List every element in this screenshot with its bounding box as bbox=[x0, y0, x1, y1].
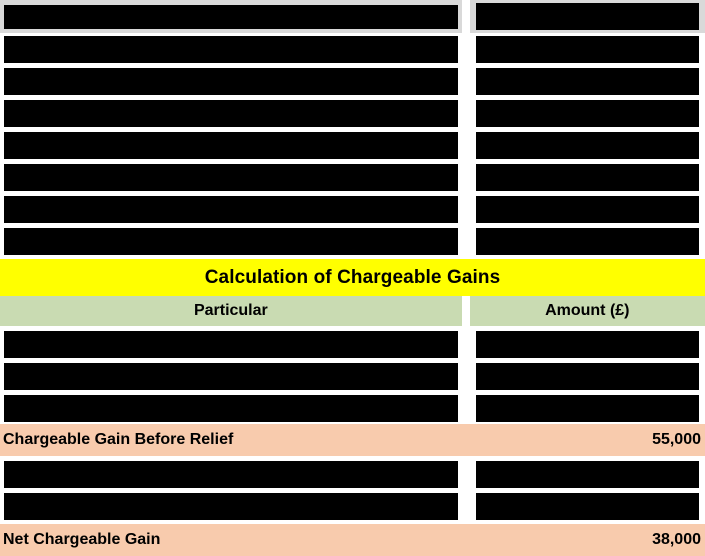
cell-label bbox=[0, 97, 462, 129]
cell-amount: 38,000 bbox=[652, 531, 701, 548]
redaction-bar bbox=[4, 228, 458, 255]
cell-amount bbox=[470, 458, 705, 490]
column-gap bbox=[462, 328, 470, 360]
table-row bbox=[0, 193, 705, 225]
redaction-bar bbox=[4, 493, 458, 520]
redaction-bar bbox=[476, 3, 699, 30]
redaction-bar bbox=[4, 395, 458, 422]
redaction-bar bbox=[4, 68, 458, 95]
cell-amount: 55,000 bbox=[652, 431, 701, 448]
cell-label bbox=[0, 161, 462, 193]
column-gap bbox=[462, 360, 470, 392]
table-row bbox=[0, 360, 705, 392]
column-gap bbox=[462, 129, 470, 161]
redaction-bar bbox=[476, 132, 699, 159]
cell-amount bbox=[470, 328, 705, 360]
table-row bbox=[0, 328, 705, 360]
column-gap bbox=[462, 65, 470, 97]
table-row bbox=[0, 392, 705, 424]
redaction-bar bbox=[4, 461, 458, 488]
table-row bbox=[0, 458, 705, 490]
cell-label bbox=[0, 193, 462, 225]
cell-amount bbox=[470, 33, 705, 65]
column-gap bbox=[462, 161, 470, 193]
cell-label bbox=[0, 33, 462, 65]
redaction-bar bbox=[476, 100, 699, 127]
cell-amount bbox=[470, 225, 705, 257]
table-row bbox=[0, 129, 705, 161]
redaction-bar bbox=[476, 228, 699, 255]
cell-label bbox=[0, 328, 462, 360]
redaction-bar bbox=[4, 164, 458, 191]
cell-label bbox=[0, 225, 462, 257]
redaction-bar bbox=[4, 100, 458, 127]
redaction-bar bbox=[476, 395, 699, 422]
table-row bbox=[0, 161, 705, 193]
subtotal-row-chargeable-gain-before-relief bbox=[0, 424, 705, 456]
total-row-net-chargeable-gain bbox=[0, 524, 705, 556]
column-gap bbox=[462, 392, 470, 424]
column-gap bbox=[462, 97, 470, 129]
cell-amount bbox=[470, 65, 705, 97]
cell-label bbox=[0, 392, 462, 424]
cell-amount bbox=[470, 193, 705, 225]
redaction-bar bbox=[476, 36, 699, 63]
cell-amount bbox=[470, 392, 705, 424]
cell-amount bbox=[470, 161, 705, 193]
cell-label bbox=[0, 129, 462, 161]
column-header-amount: Amount (£) bbox=[545, 302, 630, 319]
cell-amount bbox=[470, 129, 705, 161]
column-gap bbox=[462, 490, 470, 522]
redaction-bar bbox=[4, 5, 458, 29]
redaction-bar bbox=[4, 132, 458, 159]
cell-amount bbox=[470, 97, 705, 129]
table-row bbox=[0, 225, 705, 257]
column-header-particular: Particular bbox=[193, 302, 268, 319]
column-gap bbox=[462, 33, 470, 65]
redaction-bar bbox=[476, 196, 699, 223]
page-title: Calculation of Chargeable Gains bbox=[204, 266, 501, 288]
table-row bbox=[0, 0, 705, 33]
column-gap bbox=[462, 225, 470, 257]
table-row bbox=[0, 33, 705, 65]
redaction-bar bbox=[4, 363, 458, 390]
table-row bbox=[0, 490, 705, 522]
redaction-bar bbox=[476, 331, 699, 358]
cell-label bbox=[0, 0, 462, 33]
column-gap bbox=[462, 193, 470, 225]
cell-label: Chargeable Gain Before Relief bbox=[3, 431, 234, 448]
redaction-bar bbox=[476, 363, 699, 390]
redaction-bar bbox=[476, 461, 699, 488]
table-row bbox=[0, 65, 705, 97]
redaction-bar bbox=[4, 196, 458, 223]
cell-label bbox=[0, 65, 462, 97]
redaction-bar bbox=[476, 164, 699, 191]
cell-label bbox=[0, 360, 462, 392]
table-row bbox=[0, 97, 705, 129]
table-header-row bbox=[0, 296, 705, 326]
redaction-bar bbox=[476, 68, 699, 95]
column-gap bbox=[462, 296, 470, 326]
section-title-band bbox=[0, 259, 705, 296]
cell-label: Net Chargeable Gain bbox=[3, 531, 161, 548]
column-gap bbox=[462, 0, 470, 33]
cell-amount bbox=[470, 490, 705, 522]
cell-amount bbox=[470, 0, 705, 33]
cell-label bbox=[0, 490, 462, 522]
column-gap bbox=[462, 458, 470, 490]
redaction-bar bbox=[4, 36, 458, 63]
redaction-bar bbox=[476, 493, 699, 520]
cell-label bbox=[0, 458, 462, 490]
redaction-bar bbox=[4, 331, 458, 358]
cell-amount bbox=[470, 360, 705, 392]
